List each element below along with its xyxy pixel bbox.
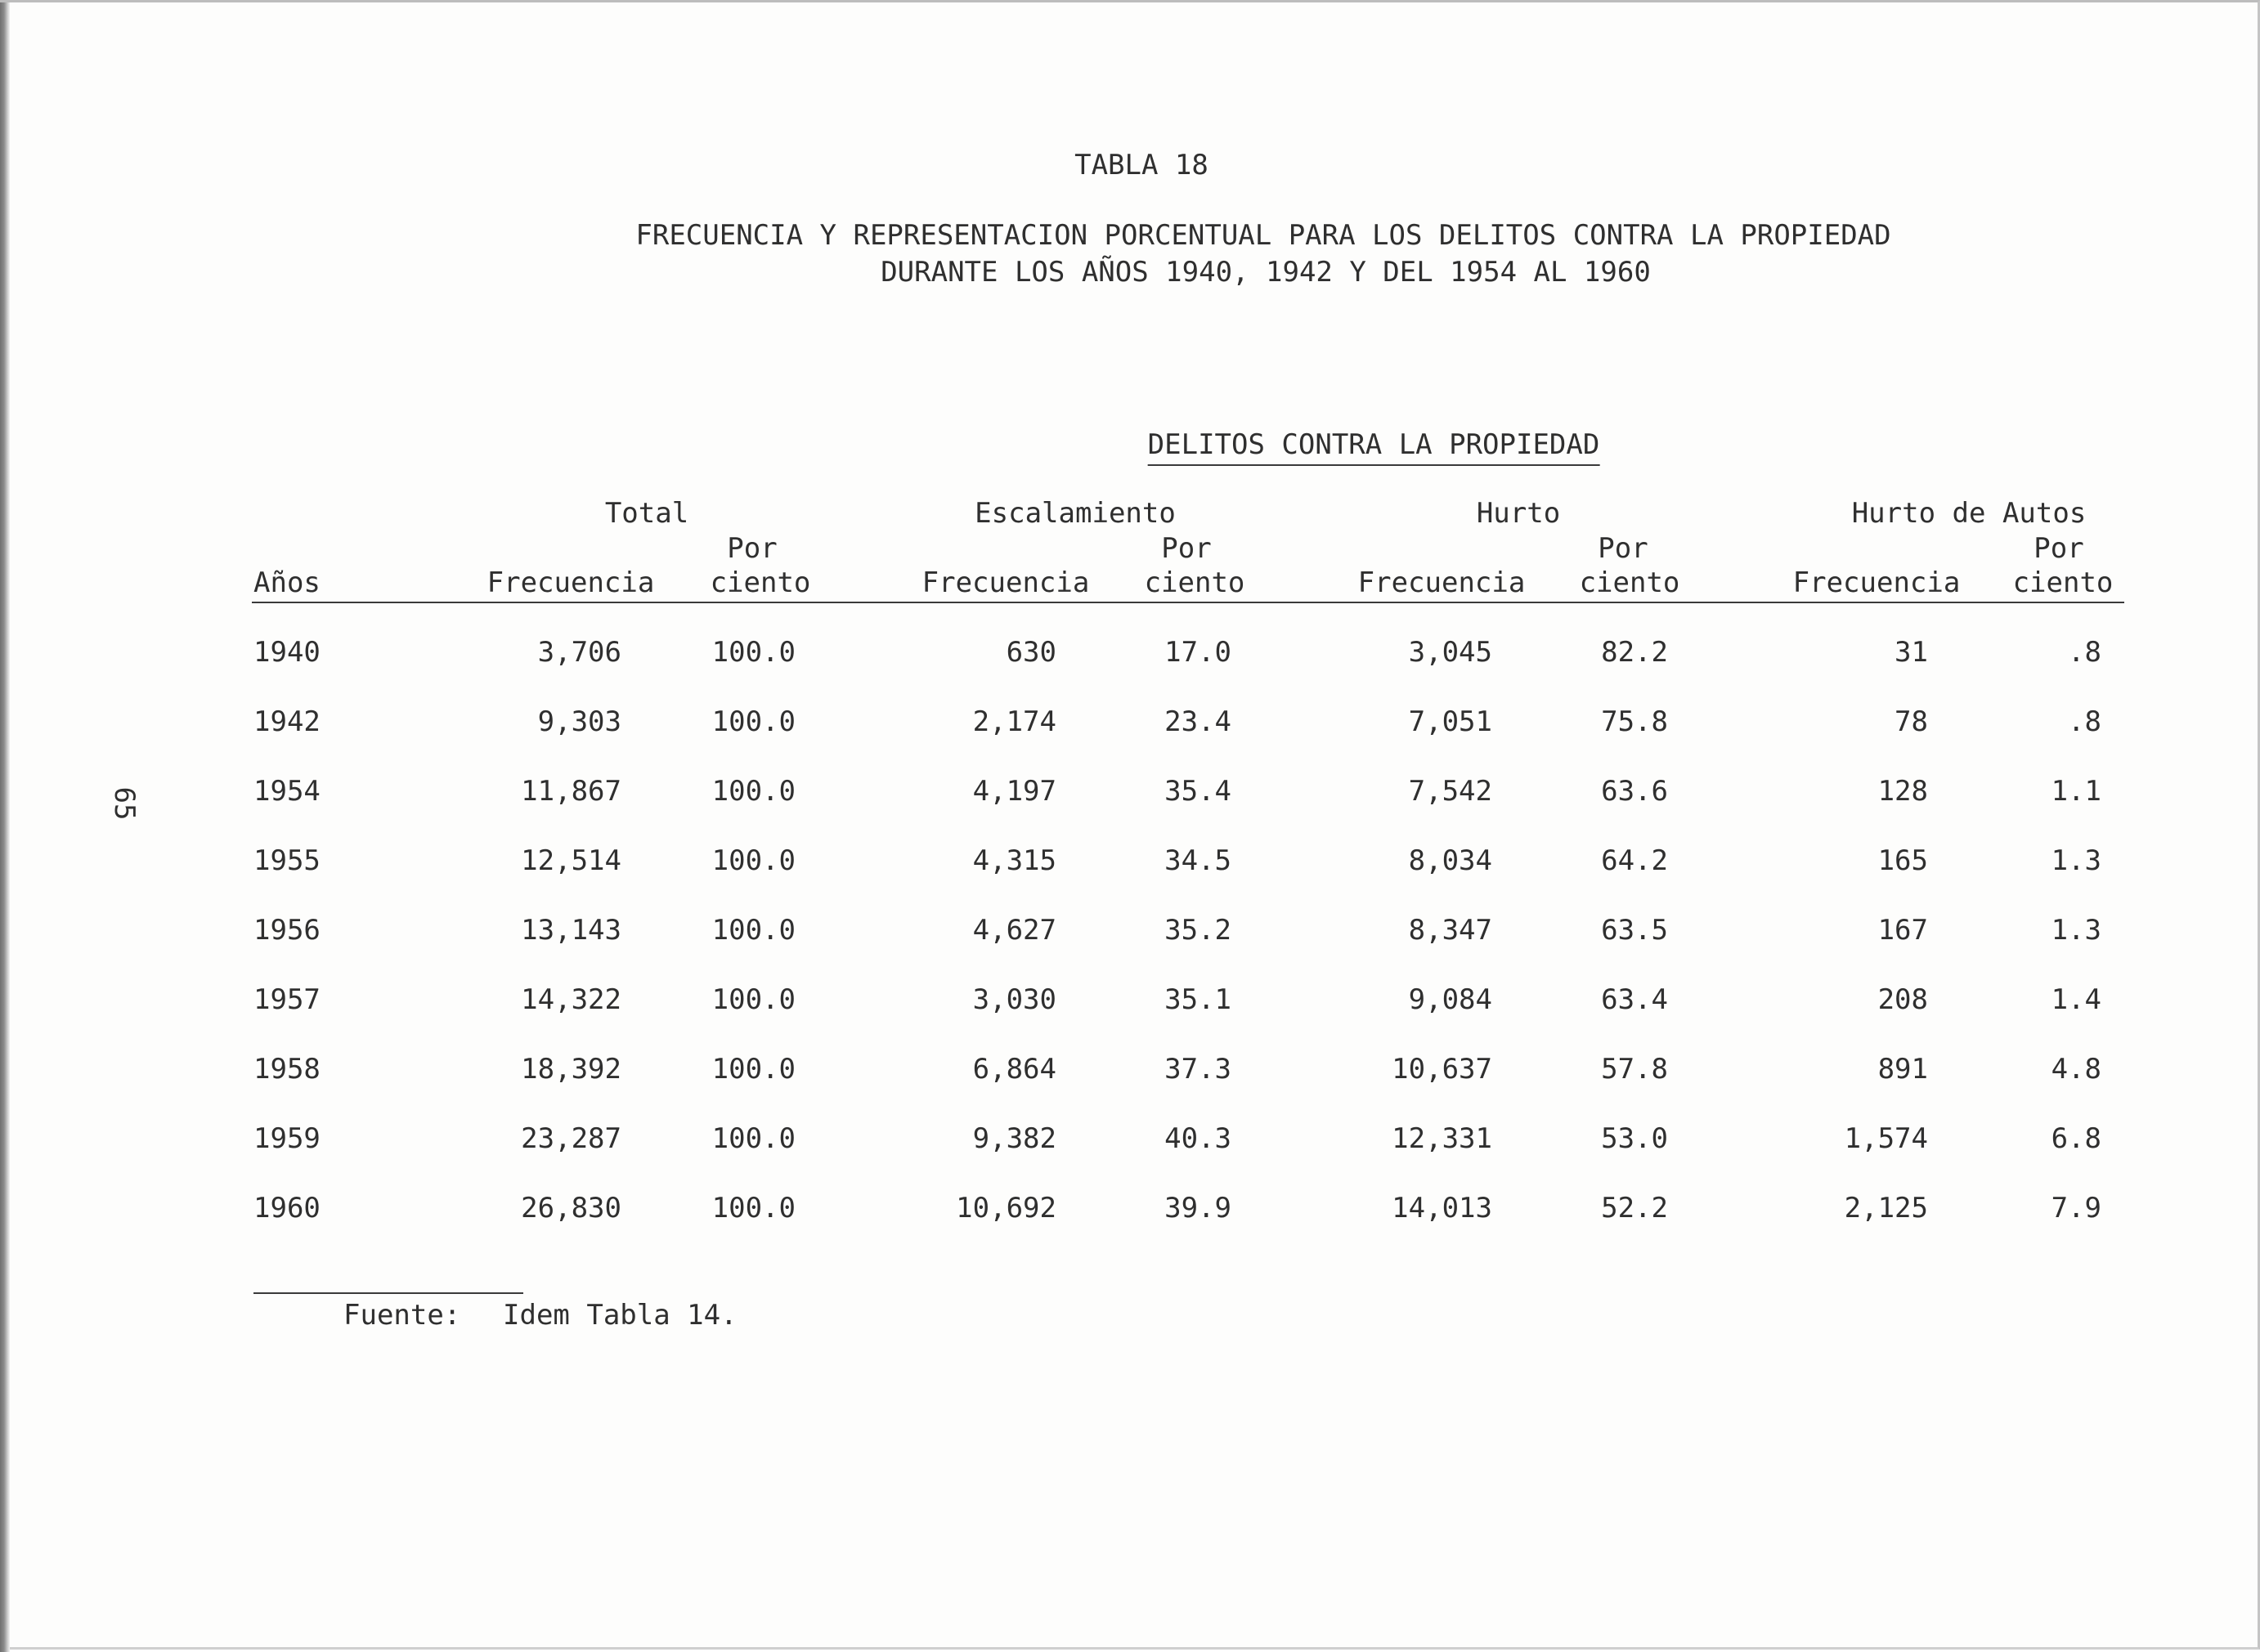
cell-autos-ciento: 6.8 xyxy=(2051,1122,2101,1155)
cell-escalamiento-ciento: 35.1 xyxy=(1164,983,1231,1016)
cell-year: 1955 xyxy=(253,844,321,877)
cell-year: 1954 xyxy=(253,775,321,808)
cell-hurto-frecuencia: 10,637 xyxy=(1392,1053,1492,1086)
cell-autos-ciento: 4.8 xyxy=(2051,1053,2101,1086)
table-title-line-2: DURANTE LOS AÑOS 1940, 1942 Y DEL 1954 AL 1960 xyxy=(881,256,1651,289)
column-header-frecuencia-hurto: Frecuencia xyxy=(1357,566,1526,599)
cell-escalamiento-frecuencia: 4,315 xyxy=(972,844,1056,877)
subheader-por-total: Por xyxy=(727,532,778,565)
cell-escalamiento-frecuencia: 6,864 xyxy=(972,1053,1056,1086)
cell-total-ciento: 100.0 xyxy=(711,914,796,947)
cell-autos-ciento: .8 xyxy=(2068,636,2101,669)
cell-hurto-frecuencia: 8,034 xyxy=(1408,844,1492,877)
cell-hurto-frecuencia: 14,013 xyxy=(1392,1192,1492,1224)
cell-year: 1959 xyxy=(253,1122,321,1155)
cell-escalamiento-frecuencia: 3,030 xyxy=(972,983,1056,1016)
subheader-por-hurto: Por xyxy=(1598,532,1648,565)
cell-hurto-frecuencia: 8,347 xyxy=(1408,914,1492,947)
cell-total-frecuencia: 13,143 xyxy=(521,914,621,947)
cell-hurto-frecuencia: 9,084 xyxy=(1408,983,1492,1016)
column-header-ciento-escalamiento: ciento xyxy=(1144,566,1245,599)
cell-autos-frecuencia: 167 xyxy=(1877,914,1928,947)
cell-autos-ciento: 1.1 xyxy=(2051,775,2101,808)
cell-hurto-frecuencia: 12,331 xyxy=(1392,1122,1492,1155)
cell-escalamiento-ciento: 35.4 xyxy=(1164,775,1231,808)
cell-total-ciento: 100.0 xyxy=(711,1192,796,1224)
cell-hurto-frecuencia: 3,045 xyxy=(1408,636,1492,669)
page-left-edge-shadow xyxy=(0,2,10,1652)
table-title-line-1: FRECUENCIA Y REPRESENTACION PORCENTUAL PARA LOS DELITOS CONTRA LA PROPIEDAD xyxy=(635,219,1891,252)
cell-escalamiento-ciento: 35.2 xyxy=(1164,914,1231,947)
cell-hurto-frecuencia: 7,051 xyxy=(1408,705,1492,738)
source-text: Idem Tabla 14. xyxy=(503,1299,738,1332)
cell-hurto-ciento: 53.0 xyxy=(1601,1122,1668,1155)
cell-year: 1956 xyxy=(253,914,321,947)
cell-escalamiento-frecuencia: 2,174 xyxy=(972,705,1056,738)
column-header-ciento-hurto-autos: ciento xyxy=(2012,566,2114,599)
cell-total-frecuencia: 3,706 xyxy=(537,636,621,669)
group-header-hurto-de-autos: Hurto de Autos xyxy=(1851,497,2087,530)
cell-total-frecuencia: 26,830 xyxy=(521,1192,621,1224)
cell-hurto-ciento: 63.6 xyxy=(1601,775,1668,808)
cell-total-frecuencia: 23,287 xyxy=(521,1122,621,1155)
cell-total-ciento: 100.0 xyxy=(711,636,796,669)
cell-total-ciento: 100.0 xyxy=(711,983,796,1016)
subheader-por-hurto-autos: Por xyxy=(2034,532,2084,565)
cell-total-ciento: 100.0 xyxy=(711,775,796,808)
cell-total-ciento: 100.0 xyxy=(711,1053,796,1086)
cell-autos-frecuencia: 1,574 xyxy=(1844,1122,1928,1155)
cell-hurto-ciento: 64.2 xyxy=(1601,844,1668,877)
cell-autos-frecuencia: 128 xyxy=(1877,775,1928,808)
cell-total-frecuencia: 9,303 xyxy=(537,705,621,738)
cell-year: 1942 xyxy=(253,705,321,738)
group-header-total: Total xyxy=(604,497,689,530)
cell-total-ciento: 100.0 xyxy=(711,844,796,877)
cell-year: 1960 xyxy=(253,1192,321,1224)
column-header-years: Años xyxy=(253,566,321,599)
cell-year: 1957 xyxy=(253,983,321,1016)
cell-autos-ciento: 1.3 xyxy=(2051,844,2101,877)
cell-hurto-ciento: 82.2 xyxy=(1601,636,1668,669)
cell-autos-frecuencia: 891 xyxy=(1877,1053,1928,1086)
footnote-rule xyxy=(253,1292,523,1294)
cell-total-frecuencia: 14,322 xyxy=(521,983,621,1016)
header-rule xyxy=(252,602,2124,603)
cell-escalamiento-frecuencia: 10,692 xyxy=(956,1192,1056,1224)
group-header-hurto: Hurto xyxy=(1476,497,1561,530)
cell-escalamiento-ciento: 34.5 xyxy=(1164,844,1231,877)
cell-hurto-ciento: 52.2 xyxy=(1601,1192,1668,1224)
cell-hurto-ciento: 57.8 xyxy=(1601,1053,1668,1086)
cell-total-frecuencia: 11,867 xyxy=(521,775,621,808)
cell-escalamiento-frecuencia: 630 xyxy=(1006,636,1056,669)
cell-year: 1940 xyxy=(253,636,321,669)
cell-total-ciento: 100.0 xyxy=(711,705,796,738)
cell-escalamiento-frecuencia: 9,382 xyxy=(972,1122,1056,1155)
cell-autos-frecuencia: 208 xyxy=(1877,983,1928,1016)
cell-autos-frecuencia: 165 xyxy=(1877,844,1928,877)
column-header-frecuencia-total: Frecuencia xyxy=(487,566,655,599)
cell-hurto-frecuencia: 7,542 xyxy=(1408,775,1492,808)
cell-total-ciento: 100.0 xyxy=(711,1122,796,1155)
cell-hurto-ciento: 63.4 xyxy=(1601,983,1668,1016)
cell-hurto-ciento: 75.8 xyxy=(1601,705,1668,738)
cell-hurto-ciento: 63.5 xyxy=(1601,914,1668,947)
column-header-frecuencia-hurto-autos: Frecuencia xyxy=(1792,566,1961,599)
cell-escalamiento-frecuencia: 4,197 xyxy=(972,775,1056,808)
cell-autos-ciento: .8 xyxy=(2068,705,2101,738)
subheader-por-escalamiento: Por xyxy=(1161,532,1212,565)
cell-autos-frecuencia: 78 xyxy=(1895,705,1928,738)
group-header-escalamiento: Escalamiento xyxy=(975,497,1176,530)
cell-escalamiento-ciento: 23.4 xyxy=(1164,705,1231,738)
cell-autos-ciento: 7.9 xyxy=(2051,1192,2101,1224)
cell-year: 1958 xyxy=(253,1053,321,1086)
column-header-ciento-total: ciento xyxy=(710,566,811,599)
cell-autos-ciento: 1.4 xyxy=(2051,983,2101,1016)
cell-escalamiento-frecuencia: 4,627 xyxy=(972,914,1056,947)
source-label: Fuente: xyxy=(343,1299,461,1332)
cell-total-frecuencia: 18,392 xyxy=(521,1053,621,1086)
cell-escalamiento-ciento: 37.3 xyxy=(1164,1053,1231,1086)
page-number: 65 xyxy=(108,786,141,821)
cell-escalamiento-ciento: 17.0 xyxy=(1164,636,1231,669)
column-header-frecuencia-escalamiento: Frecuencia xyxy=(921,566,1090,599)
column-header-ciento-hurto: ciento xyxy=(1579,566,1680,599)
cell-escalamiento-ciento: 39.9 xyxy=(1164,1192,1231,1224)
cell-autos-ciento: 1.3 xyxy=(2051,914,2101,947)
table-number: TABLA 18 xyxy=(1074,149,1208,181)
cell-escalamiento-ciento: 40.3 xyxy=(1164,1122,1231,1155)
cell-total-frecuencia: 12,514 xyxy=(521,844,621,877)
cell-autos-frecuencia: 2,125 xyxy=(1844,1192,1928,1224)
cell-autos-frecuencia: 31 xyxy=(1895,636,1928,669)
spanning-header: DELITOS CONTRA LA PROPIEDAD xyxy=(1148,428,1600,466)
